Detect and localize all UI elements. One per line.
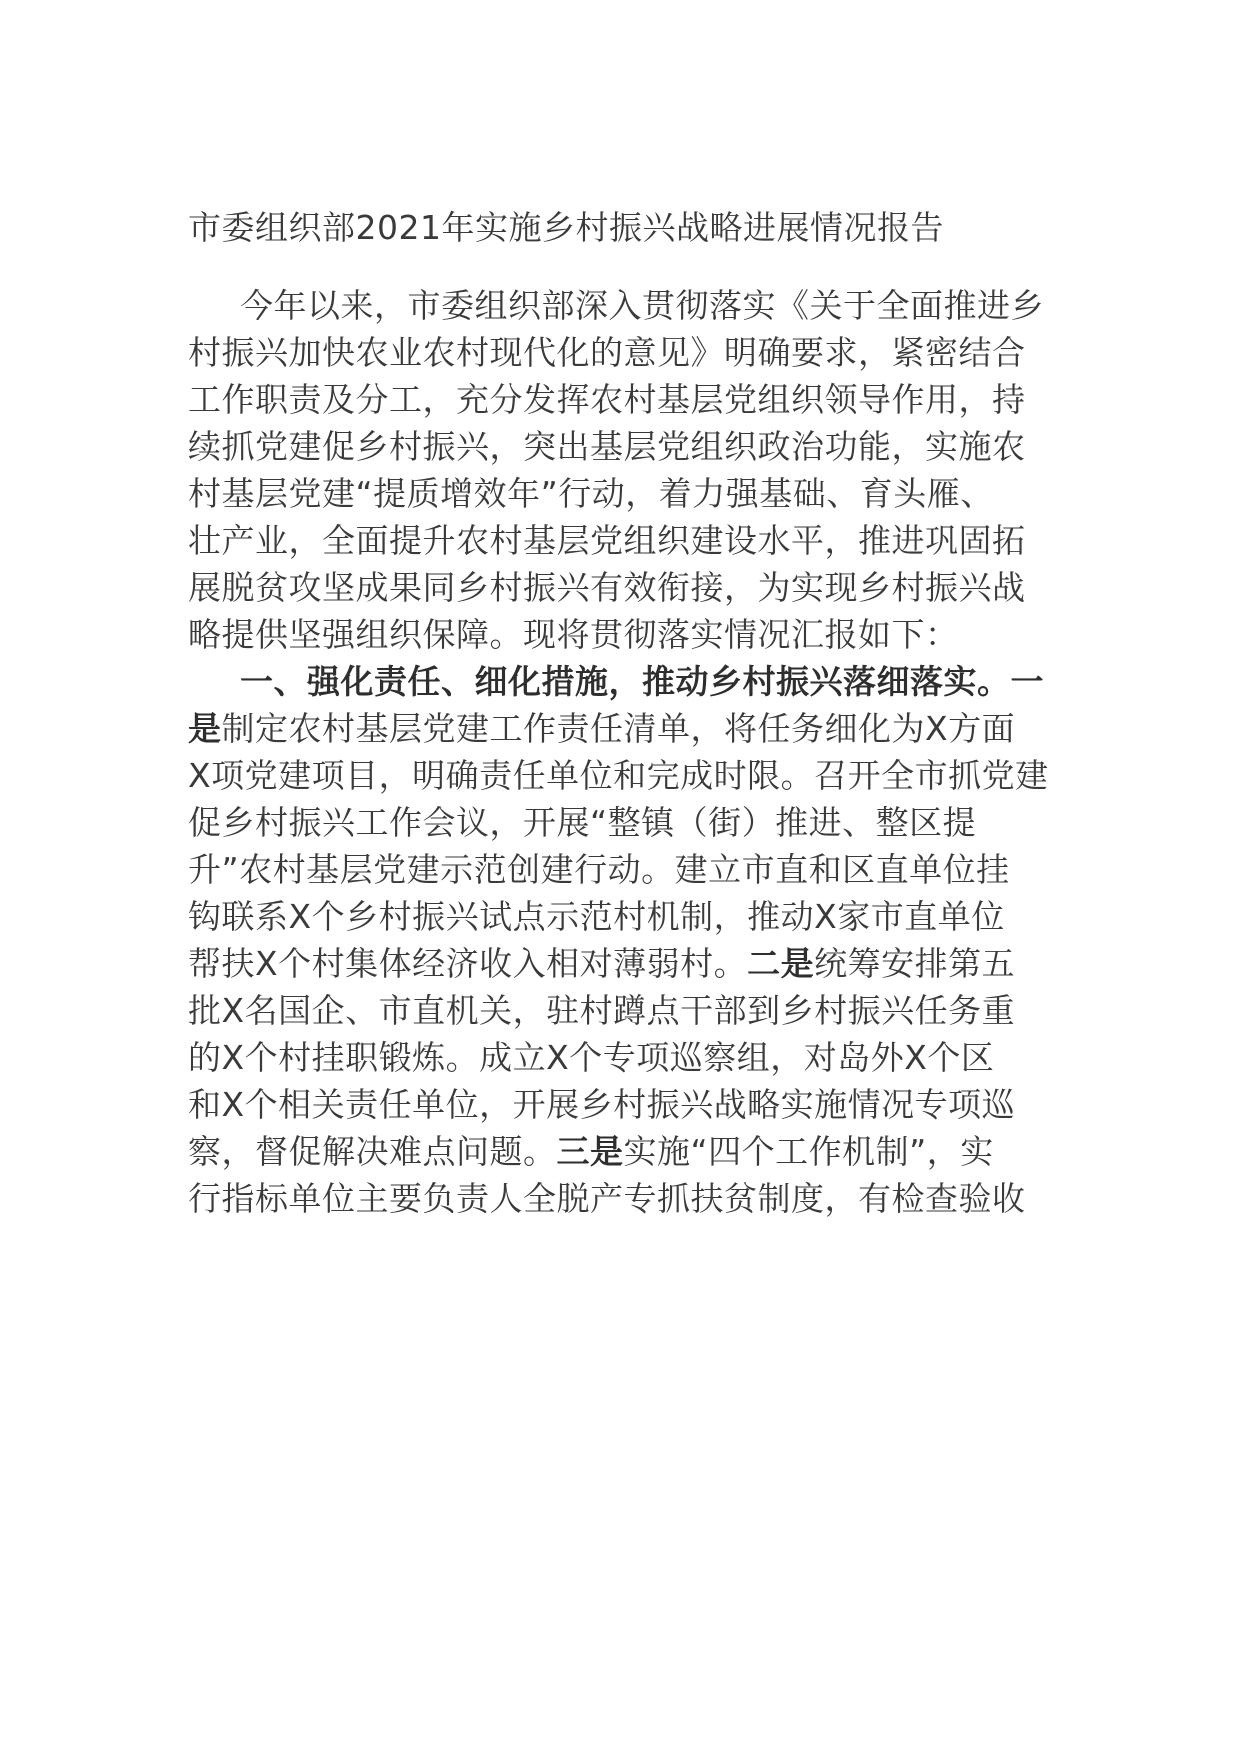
section-line [188, 938, 1068, 985]
section-1-paragraph [188, 656, 1068, 1220]
section-line: 升”农村基层党建示范创建行动。建立市直和区直单位挂 [188, 850, 1010, 889]
third-marker: 三是 [556, 1132, 624, 1171]
section-line: X项党建项目，明确责任单位和完成时限。召开全市抓党建 [188, 756, 1049, 795]
section-1-heading: 一、强化责任、细化措施，推动乡村振兴落细落实。 [240, 662, 1011, 701]
section-line [188, 703, 1068, 750]
intro-line: 续抓党建促乡村振兴，突出基层党组织政治功能，实施农 [188, 427, 1026, 466]
section-1-heading-line [188, 656, 1068, 703]
intro-line: 工作职责及分工，充分发挥农村基层党组织领导作用，持 [188, 380, 1026, 419]
intro-line: 今年以来，市委组织部深入贯彻落实《关于全面推进乡 [240, 286, 1044, 325]
section-text: 帮扶X个村集体经济收入相对薄弱村。 [188, 944, 748, 983]
document-body [188, 198, 1068, 1220]
section-text: 制定农村基层党建工作责任清单，将任务细化为X方面 [221, 709, 1016, 748]
section-line: 行指标单位主要负责人全脱产专抓扶贫制度，有检查验收 [188, 1179, 1026, 1218]
section-line [188, 1126, 1068, 1173]
section-text: 实施“四个工作机制”，实 [623, 1132, 994, 1171]
first-marker-part1: 一 [1010, 662, 1044, 701]
first-marker-part2: 是 [188, 709, 222, 748]
section-text: 察，督促解决难点问题。 [188, 1132, 557, 1171]
intro-line: 壮产业，全面提升农村基层党组织建设水平，推进巩固拓 [188, 521, 1026, 560]
intro-line: 村振兴加快农业农村现代化的意见》明确要求，紧密结合 [188, 333, 1026, 372]
intro-paragraph [188, 280, 1068, 656]
section-line: 的X个村挂职锻炼。成立X个专项巡察组，对岛外X个区 [188, 1038, 995, 1077]
section-line: 批X名国企、市直机关，驻村蹲点干部到乡村振兴任务重 [188, 991, 1016, 1030]
section-line: 和X个相关责任单位，开展乡村振兴战略实施情况专项巡 [188, 1085, 1016, 1124]
intro-line: 村基层党建“提质增效年”行动，着力强基础、育头雁、 [188, 474, 994, 513]
section-line: 促乡村振兴工作会议，开展“整镇（街）推进、整区提 [188, 803, 977, 842]
second-marker: 二是 [747, 944, 815, 983]
section-line: 钩联系X个乡村振兴试点示范村机制，推动X家市直单位 [188, 897, 1005, 936]
intro-line: 略提供坚强组织保障。现将贯彻落实情况汇报如下： [188, 615, 959, 654]
document-title: 市委组织部2021年实施乡村振兴战略进展情况报告 [188, 208, 944, 247]
intro-line: 展脱贫攻坚成果同乡村振兴有效衔接，为实现乡村振兴战 [188, 568, 1026, 607]
section-text: 统筹安排第五 [814, 944, 1016, 983]
